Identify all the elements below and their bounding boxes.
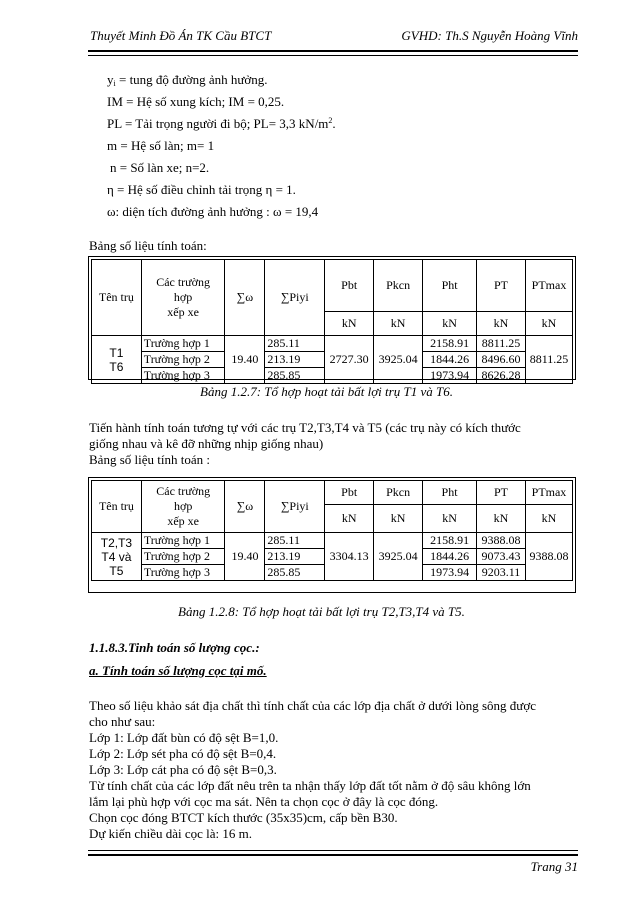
th-sum-piyi: ∑Piyi <box>265 481 325 533</box>
table-1-label: Bảng số liệu tính toán: <box>89 238 207 253</box>
def-yi: $y_i$ = tung độ đường ảnh hưởng. <box>107 72 268 88</box>
th-pkcn: Pkcn <box>374 481 423 505</box>
th-unit: kN <box>374 312 423 336</box>
table-1-caption: Bảng 1.2.7: Tổ hợp hoạt tải bất lợi trụ T1 và T6. <box>200 384 453 399</box>
th-pt: PT <box>477 481 526 505</box>
th-ten-tru: Tên trụ <box>92 481 142 533</box>
subsection-heading: a. Tính toán số lượng cọc tại mố. <box>89 663 267 678</box>
cell-pkcn: 3925.04 <box>374 336 423 384</box>
cell-case: Trường hợp 3 <box>141 565 225 581</box>
header-rule <box>88 50 578 56</box>
th-pbt: Pbt <box>325 260 374 312</box>
cell-pbt: 2727.30 <box>325 336 374 384</box>
th-unit: kN <box>423 312 477 336</box>
cell-tru: T2,T3 T4 và T5 <box>92 533 142 581</box>
cell-pt: 8496.60 <box>477 352 526 368</box>
th-pbt: Pbt <box>325 481 374 505</box>
cell-pt: 9073.43 <box>477 549 526 565</box>
cell-pt: 9203.11 <box>477 565 526 581</box>
cell-pkcn: 3925.04 <box>374 533 423 581</box>
def-pl: PL = Tải trọng người đi bộ; PL= 3,3 $kN/m^2$. <box>107 116 336 131</box>
th-cac-truong-hop: Các trường hợp xếp xe <box>141 260 225 336</box>
def-n: n = Số làn xe; n=2. <box>110 160 210 175</box>
cell-pht: 2158.91 <box>423 336 477 352</box>
def-m: m = Hệ số làn; m= 1 <box>107 138 215 153</box>
th-unit: kN <box>325 312 374 336</box>
th-unit: kN <box>525 312 572 336</box>
cell-pt: 9388.08 <box>477 533 526 549</box>
table-2-caption: Bảng 1.2.8: Tổ hợp hoạt tải bất lợi trụ T2,T3,T4 và T5. <box>178 604 465 619</box>
header-doc-title: Thuyết Minh Đồ Án TK Cầu BTCT <box>90 28 272 43</box>
cell-pt: 8811.25 <box>477 336 526 352</box>
cell-sum-omega: 19.40 <box>225 336 265 384</box>
cell-sum-piyi: 285.85 <box>265 565 325 581</box>
th-sum-omega: ∑ω <box>225 481 265 533</box>
th-unit: kN <box>525 505 572 533</box>
th-pht: Pht <box>423 260 477 312</box>
th-unit: kN <box>374 505 423 533</box>
cell-tru: T1 T6 <box>92 336 142 384</box>
page-number: Trang 31 <box>530 859 578 874</box>
cell-pht: 1973.94 <box>423 565 477 581</box>
cell-ptmax: 8811.25 <box>525 336 572 384</box>
paragraph-geology: Theo số liệu khảo sát địa chất thì tính chất của các lớp địa chất ở dưới lòng sông được cho như sau: Lớp 1: Lớp đất bùn có độ sệt B=1,0. Lớp 2: Lớp sét pha có độ sệt B=0,4. Lớp 3: Lớp cát pha có độ sệt B=0,3. Từ tính chất của các lớp đất nêu trên ta nhận thấy lớp đất tốt nằm ở độ sâu không lớn lắm lại phù hợp với cọc ma sát. Nên ta chọn cọc ở đây là cọc đóng. Chọn cọc đóng BTCT kích thước (35x35)cm, cấp bền B30. Dự kiến chiều dài cọc là: 16 m. <box>89 698 536 841</box>
th-pt: PT <box>477 260 526 312</box>
th-ptmax: PTmax <box>525 481 572 505</box>
cell-sum-piyi: 213.19 <box>265 352 325 368</box>
cell-pht: 1844.26 <box>423 352 477 368</box>
cell-case: Trường hợp 2 <box>141 352 225 368</box>
th-cac-truong-hop: Các trường hợp xếp xe <box>141 481 225 533</box>
cell-sum-piyi: 285.11 <box>265 336 325 352</box>
def-eta: η = Hệ số điều chỉnh tải trọng η = 1. <box>107 182 296 197</box>
th-sum-piyi: ∑Piyi <box>265 260 325 336</box>
cell-case: Trường hợp 1 <box>141 533 225 549</box>
page-header <box>90 28 578 48</box>
def-omega: ω: diện tích đường ảnh hưởng : ω = 19,4 <box>107 204 319 219</box>
cell-pbt: 3304.13 <box>325 533 374 581</box>
header-advisor: GVHD: Th.S Nguyễn Hoàng Vĩnh <box>401 28 578 43</box>
cell-case: Trường hợp 3 <box>141 368 225 384</box>
th-ten-tru: Tên trụ <box>92 260 142 336</box>
def-im: IM = Hệ số xung kích; IM = 0,25. <box>107 94 285 109</box>
cell-pt: 8626.28 <box>477 368 526 384</box>
th-unit: kN <box>477 312 526 336</box>
th-unit: kN <box>325 505 374 533</box>
cell-case: Trường hợp 2 <box>141 549 225 565</box>
th-pht: Pht <box>423 481 477 505</box>
table-2 <box>91 480 573 581</box>
table-1 <box>91 259 573 384</box>
cell-pht: 2158.91 <box>423 533 477 549</box>
th-unit: kN <box>423 505 477 533</box>
cell-case: Trường hợp 1 <box>141 336 225 352</box>
paragraph-intro-t2-t5: Tiến hành tính toán tương tự với các trụ T2,T3,T4 và T5 (các trụ này có kích thước giống nhau và kê đỡ những nhịp giống nhau) Bảng số liệu tính toán : <box>89 420 521 467</box>
th-ptmax: PTmax <box>525 260 572 312</box>
cell-pht: 1844.26 <box>423 549 477 565</box>
th-pkcn: Pkcn <box>374 260 423 312</box>
section-heading: 1.1.8.3.Tinh toán số lượng cọc.: <box>89 640 260 655</box>
cell-sum-piyi: 285.11 <box>265 533 325 549</box>
cell-sum-piyi: 213.19 <box>265 549 325 565</box>
cell-sum-omega: 19.40 <box>225 533 265 581</box>
th-unit: kN <box>477 505 526 533</box>
cell-sum-piyi: 285.85 <box>265 368 325 384</box>
th-sum-omega: ∑ω <box>225 260 265 336</box>
cell-ptmax: 9388.08 <box>525 533 572 581</box>
footer-rule <box>88 850 578 856</box>
cell-pht: 1973.94 <box>423 368 477 384</box>
